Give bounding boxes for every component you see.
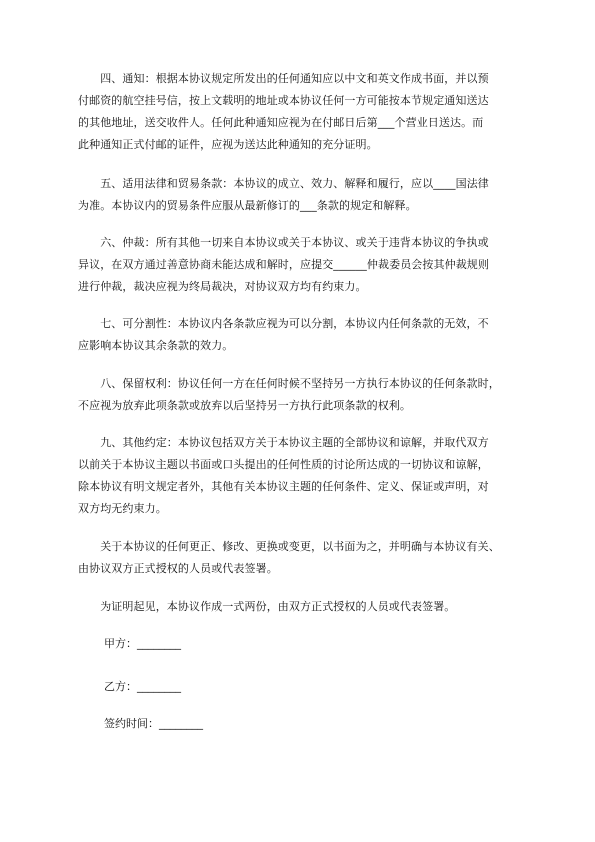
clause-witness — [78, 596, 526, 618]
clause-arbitration-line-2: 异议，在双方通过善意协商未能达成和解时，应提交______仲裁委员会按其仲裁规则 — [78, 258, 489, 271]
clause-amendment — [78, 536, 526, 580]
clause-arbitration-line-1: 六、仲裁：所有其他一切来自本协议或关于本协议、或关于违背本协议的争执或 — [78, 236, 489, 249]
clause-witness-line-1: 为证明起见，本协议作成一式两份，由双方正式授权的人员或代表签署。 — [78, 600, 456, 613]
clause-governing-law — [78, 173, 526, 217]
clause-notice-line-4: 此种通知正式付邮的证件，应视为送达此种通知的充分证明。 — [78, 138, 378, 151]
clause-governing-law-line-1: 五、适用法律和贸易条款：本协议的成立、效力、解释和履行，应以____国法律 — [78, 177, 489, 190]
clause-other — [78, 432, 526, 520]
party-b-signature: 乙方：________ — [104, 680, 181, 693]
clause-other-line-1: 九、其他约定：本协议包括双方关于本协议主题的全部协议和谅解，并取代双方 — [78, 436, 489, 449]
clause-governing-law-line-2: 为准。本协议内的贸易条件应服从最新修订的___条款的规定和解释。 — [78, 199, 417, 212]
clause-arbitration — [78, 232, 526, 298]
clause-severability-line-2: 应影响本协议其余条款的效力。 — [78, 339, 234, 352]
clause-notice-line-2: 付邮资的航空挂号信，按上文载明的地址或本协议任何一方可能按本节规定通知送达 — [78, 94, 489, 107]
clause-reservation-line-2: 不应视为放弃此项条款或放弃以后坚持另一方执行此项条款的权利。 — [78, 399, 411, 412]
party-a-signature: 甲方：________ — [104, 637, 181, 650]
clause-reservation-line-1: 八、保留权利：协议任何一方在任何时候不坚持另一方执行本协议的任何条款时， — [78, 377, 500, 390]
sign-date: 签约时间：________ — [104, 717, 203, 730]
clause-severability — [78, 313, 526, 357]
clause-other-line-2: 以前关于本协议主题以书面或口头提出的任何性质的讨论所达成的一切协议和谅解， — [78, 458, 489, 471]
clause-severability-line-1: 七、可分割性：本协议内各条款应视为可以分割，本协议内任何条款的无效，不 — [78, 317, 489, 330]
clause-other-line-4: 双方均无约束力。 — [78, 502, 167, 515]
clause-other-line-3: 除本协议有明文规定者外，其他有关本协议主题的任何条件、定义、保证或声明，对 — [78, 480, 489, 493]
clause-notice-line-3: 的其他地址，送交收件人。任何此种通知应视为在付邮日后第___个营业日送达。而 — [78, 116, 484, 129]
clause-notice-line-1: 四、通知：根据本协议规定所发出的任何通知应以中文和英文作成书面，并以预 — [78, 72, 489, 85]
clause-notice — [78, 68, 526, 156]
clause-amendment-line-2: 由协议双方正式授权的人员或代表签署。 — [78, 562, 278, 575]
clause-reservation — [78, 373, 526, 417]
clause-amendment-line-1: 关于本协议的任何更正、修改、更换或变更，以书面为之，并明确与本协议有关、 — [78, 540, 500, 553]
clause-arbitration-line-3: 进行仲裁，裁决应视为终局裁决，对协议双方均有约束力。 — [78, 280, 367, 293]
